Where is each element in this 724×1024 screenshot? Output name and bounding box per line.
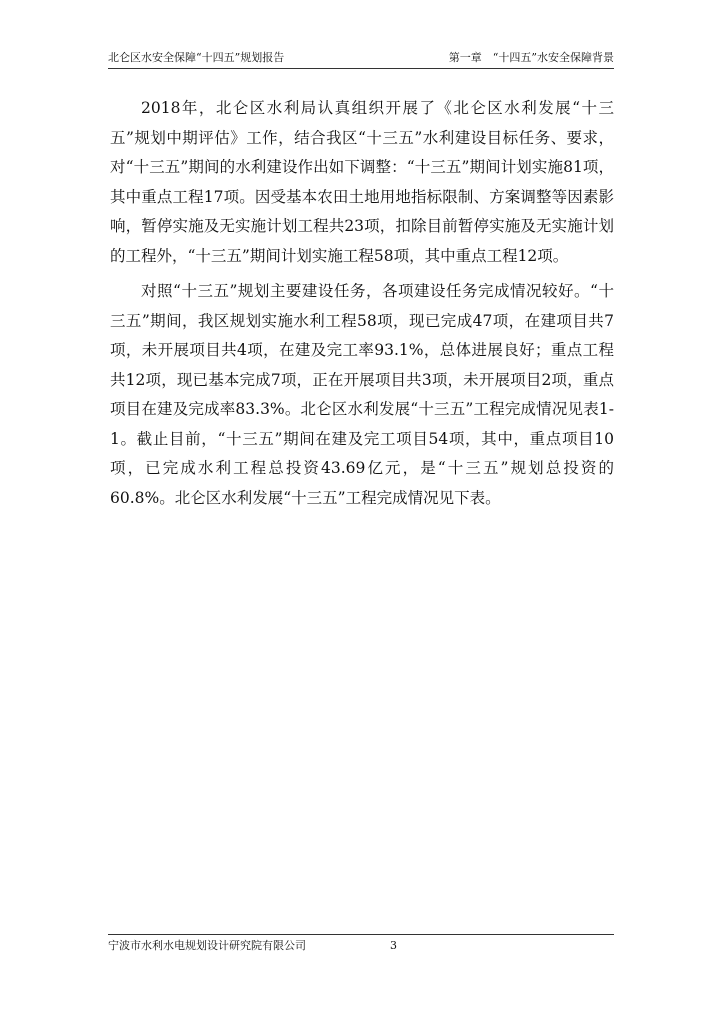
page-header <box>108 50 614 69</box>
header-report-title: 北仑区水安全保障“十四五”规划报告 <box>108 51 285 64</box>
page-footer <box>108 934 614 955</box>
page-number: 3 <box>390 939 397 952</box>
paragraph-completion: 对照“十三五”规划主要建设任务，各项建设任务完成情况较好。“十三五”期间，我区规划实施水利工程58项，现已完成47项，在建项目共7项，未开展项目共4项，在建及完工率93.1%，总体进展良好；重点工程共12项，现已基本完成7项，正在开展项目共3项，未开展项目2项，重点项目在建及完成率83.3%。北仑区水利发展“十三五”工程完成情况见表1-1。截止目前，“十三五”期间在建及完工项目54项，其中，重点项目10项，已完成水利工程总投资43.69亿元，是“十三五”规划总投资的60.8%。北仑区水利发展“十三五”工程完成情况见下表。 <box>110 282 614 507</box>
header-chapter-title: 第一章 “十四五”水安全保障背景 <box>448 51 614 64</box>
body-text <box>110 94 614 519</box>
footer-organization: 宁波市水利水电规划设计研究院有限公司 <box>108 939 306 952</box>
paragraph-adjustment: 2018年，北仑区水利局认真组织开展了《北仑区水利发展“十三五”规划中期评估》工作，结合我区“十三五”水利建设目标任务、要求，对“十三五”期间的水利建设作出如下调整：“十三五”期间计划实施81项，其中重点工程17项。因受基本农田土地用地指标限制、方案调整等因素影响，暂停实施及无实施计划工程共23项，扣除目前暂停实施及无实施计划的工程外，“十三五”期间计划实施工程58项，其中重点工程12项。 <box>110 99 614 265</box>
